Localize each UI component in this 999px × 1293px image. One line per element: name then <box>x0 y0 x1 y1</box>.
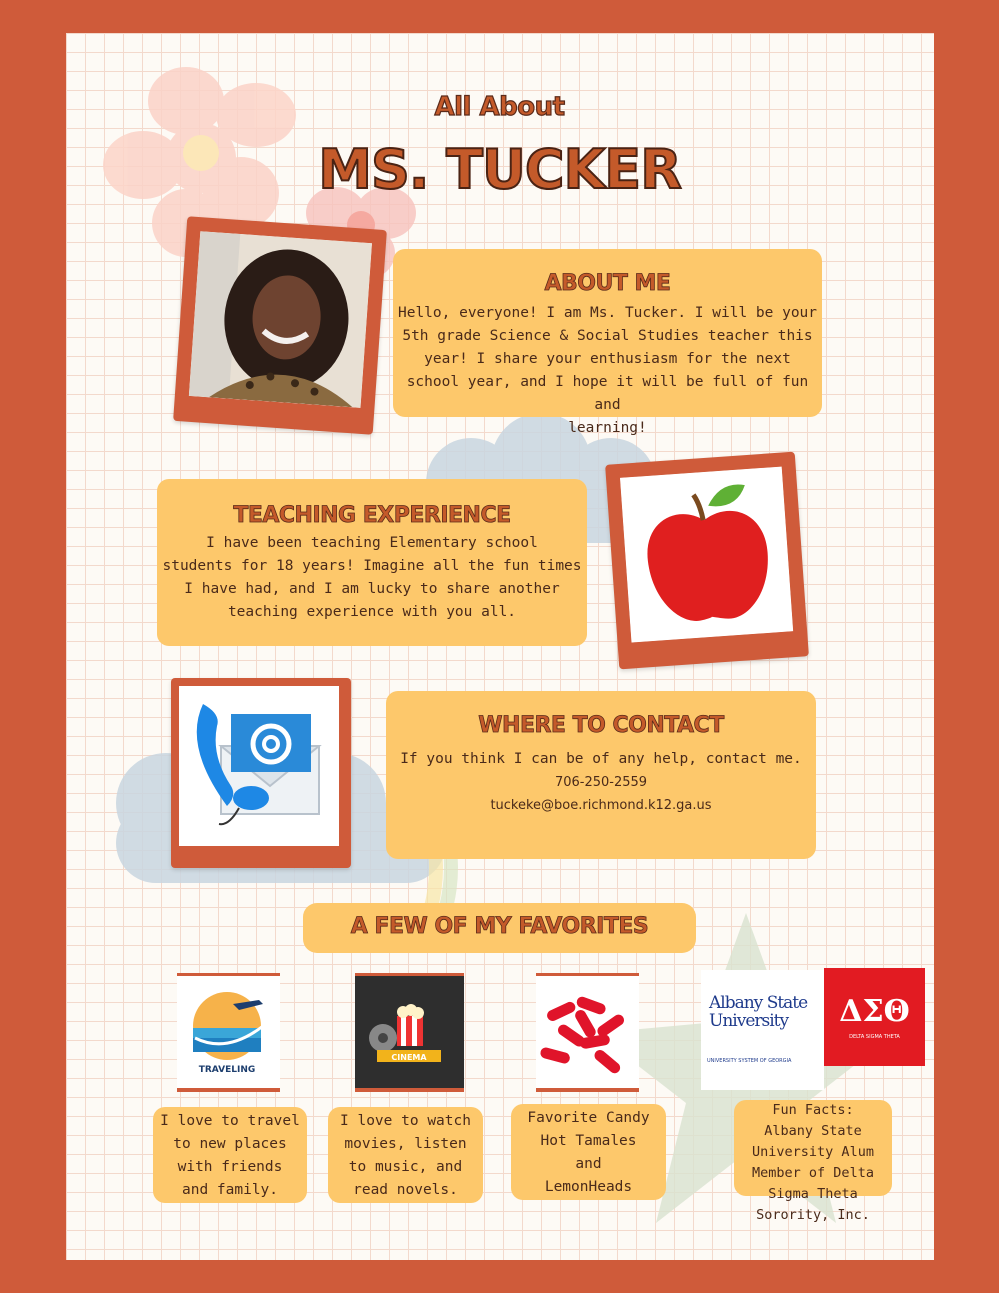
teacher-photo <box>189 231 372 408</box>
favorites-heading-banner <box>303 903 696 953</box>
page-title: MS. TUCKER <box>318 138 681 201</box>
contact-card <box>386 691 816 859</box>
contact-image <box>179 686 339 846</box>
candy-icon <box>536 976 639 1088</box>
about-me-heading: ABOUT ME <box>544 271 671 296</box>
contact-frame <box>171 678 351 868</box>
favorites-heading: A FEW OF MY FAVORITES <box>350 914 649 939</box>
albany-state-logo: Albany State University UNIVERSITY SYSTEM OF GEORGIA <box>701 970 824 1090</box>
teaching-experience-heading: TEACHING EXPERIENCE <box>233 503 511 528</box>
contact-phone[interactable]: 706-250-2559 <box>554 775 648 790</box>
apple-icon <box>620 467 793 643</box>
about-me-card <box>393 249 822 436</box>
popcorn-icon <box>397 1016 423 1046</box>
candy-card: Favorite Candy Hot Tamales and LemonHeads <box>511 1104 666 1200</box>
travel-image <box>177 973 280 1092</box>
contact-email[interactable]: tuckeke@boe.richmond.k12.ga.us <box>490 798 712 813</box>
contact-intro: If you think I can be of any help, contact me. <box>400 751 802 767</box>
cinema-image-label: CINEMA <box>391 1053 427 1062</box>
cinema-card: I love to watch movies, listen to music, and read novels. <box>328 1107 483 1203</box>
delta-sigma-theta-logo: ΔΣΘ DELTA SIGMA THETA <box>824 968 925 1066</box>
apple-frame <box>605 452 809 670</box>
travel-card: I love to travel to new places with friends and family. <box>153 1107 307 1203</box>
cinema-image <box>355 973 464 1092</box>
teaching-experience-card <box>157 479 587 646</box>
fun-facts-card: Fun Facts: Albany State University Alum Member of Delta Sigma Theta Sorority, Inc. <box>734 1100 892 1196</box>
contact-heading: WHERE TO CONTACT <box>478 713 724 738</box>
travel-image-label: TRAVELING <box>198 1065 256 1075</box>
about-me-text: Hello, everyone! I am Ms. Tucker. I will be your 5th grade Science & Social Studies teacher this year! I share your enthusiasm for the next school year, and I hope it will be full of fun and learning! <box>397 305 818 436</box>
teaching-experience-text: I have been teaching Elementary school students for 18 years! Imagine all the fun times I have had, and I am lucky to share another teaching experience with you all. <box>162 535 582 620</box>
page-subtitle: All About <box>434 92 565 122</box>
apple-image <box>620 467 793 643</box>
photo-frame <box>173 216 387 434</box>
candy-image <box>536 973 639 1092</box>
